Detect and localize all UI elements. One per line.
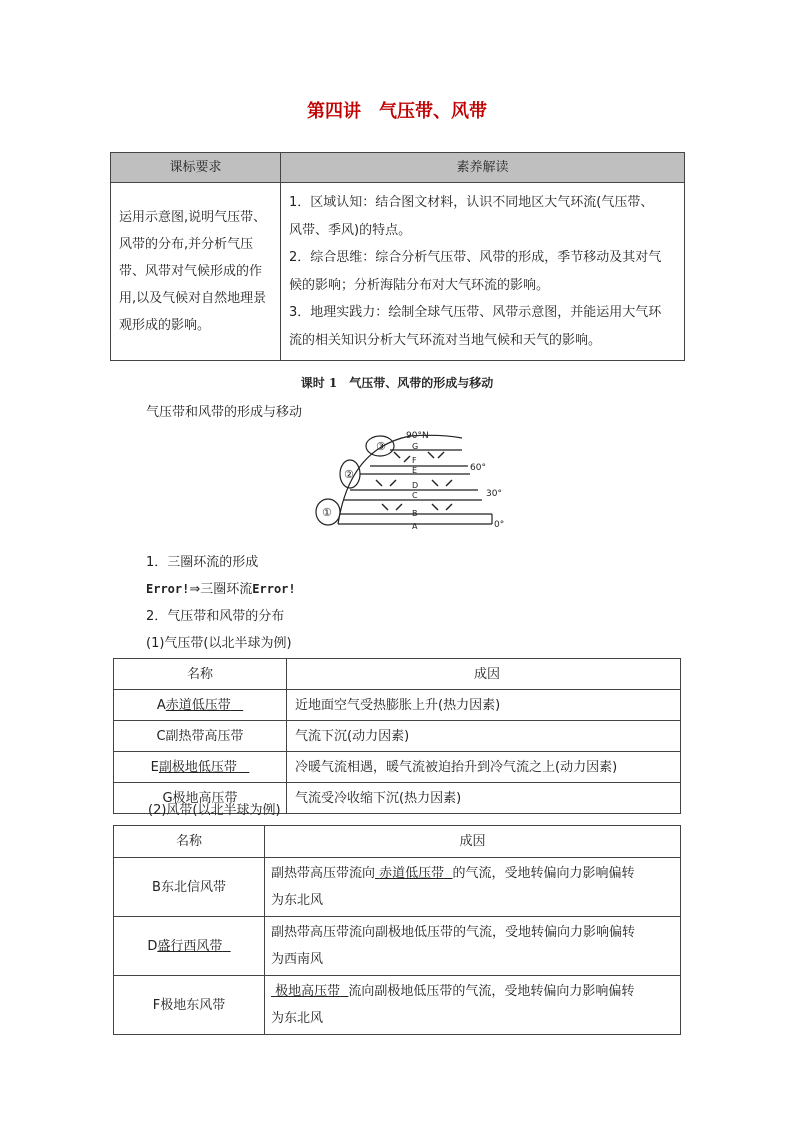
literacy-text (281, 183, 685, 361)
lat30-label: 30° (486, 489, 502, 499)
requirements-table (110, 152, 685, 361)
header-literacy: 素养解读 (281, 153, 685, 183)
belt-d-label: D (412, 481, 419, 490)
error-line-middle: ⇒三圈环流 (189, 582, 253, 597)
literacy-line: 2．综合思维：综合分析气压带、风带的形成，季节移动及其对气 (289, 250, 662, 265)
pressure-belt-table (113, 658, 681, 814)
pressure-header-cause: 成因 (287, 659, 681, 690)
literacy-line: 流的相关知识分析大气环流对当地气候和天气的影响。 (289, 332, 602, 348)
pressure-cause: 近地面空气受热膨胀上升(热力因素) (287, 690, 681, 721)
error-text: Error! (146, 582, 190, 596)
belt-e-label: E (412, 466, 418, 475)
pressure-cause: 气流下沉(动力因素) (287, 721, 681, 752)
literacy-line: 3．地理实践力：绘制全球气压带、风带示意图，并能运用大气环 (289, 305, 662, 320)
item-three-cell: 1．三圈环流的形成 (146, 555, 259, 570)
wind-name: D盛行西风带 (114, 917, 265, 976)
earth-outline (338, 435, 462, 524)
wind-cause: 副热带高压带流向副极地低压带的气流，受地转偏向力影响偏转 为西南风 (265, 917, 681, 976)
literacy-line: 风带、季风)的特点。 (289, 222, 412, 238)
wind-belt-table (113, 825, 681, 1035)
belt-b-label: B (412, 509, 418, 518)
belt-a-label: A (412, 522, 418, 531)
table-row (114, 752, 681, 783)
table-row (114, 690, 681, 721)
cell1-label: ① (322, 506, 332, 519)
lat60-label: 60° (470, 463, 486, 473)
table-row (114, 721, 681, 752)
pressure-header-name: 名称 (114, 659, 287, 690)
table-row (114, 917, 681, 976)
header-curriculum: 课标要求 (111, 153, 281, 183)
wind-cause: 副热带高压带流向 赤道低压带 的气流，受地转偏向力影响偏转 为东北风 (265, 858, 681, 917)
item-distribution: 2．气压带和风带的分布 (146, 609, 285, 624)
belt-c-label: C (412, 491, 418, 500)
belt-g-label: G (412, 442, 419, 451)
lesson-title: 课时 1 气压带、风带的形成与移动 (300, 376, 494, 390)
literacy-line: 1．区域认知：结合图文材料，认识不同地区大气环流(气压带、 (289, 195, 654, 210)
error-line (146, 578, 296, 597)
table-row (114, 976, 681, 1035)
page-title: 第四讲 气压带、风带 (307, 101, 487, 122)
wind-header-cause: 成因 (265, 826, 681, 858)
error-text: Error! (252, 582, 296, 596)
wind-subtitle: (2)风带(以北半球为例) (148, 803, 281, 818)
three-cell-circulation-diagram (310, 428, 510, 536)
lat0-label: 0° (494, 520, 505, 530)
cell3-label: ③ (376, 440, 386, 453)
pressure-name: G极地高压带 (114, 783, 287, 814)
pole-label: 90°N (406, 431, 429, 441)
section-title: 气压带和风带的形成与移动 (146, 405, 303, 420)
pressure-name: C副热带高压带 (114, 721, 287, 752)
wind-header-name: 名称 (114, 826, 265, 858)
wind-name: F极地东风带 (114, 976, 265, 1035)
wind-cause: 极地高压带 流向副极地低压带的气流，受地转偏向力影响偏转 为东北风 (265, 976, 681, 1035)
wind-name: B东北信风带 (114, 858, 265, 917)
pressure-cause: 冷暖气流相遇，暖气流被迫抬升到冷气流之上(动力因素) (287, 752, 681, 783)
table-row (114, 858, 681, 917)
literacy-line: 候的影响；分析海陆分布对大气环流的影响。 (289, 277, 550, 293)
cell2-label: ② (344, 468, 354, 481)
pressure-name: E副极地低压带 (114, 752, 287, 783)
belt-f-label: F (412, 456, 417, 465)
curriculum-text: 运用示意图,说明气压带、风带的分布,并分析气压带、风带对气候形成的作用,以及气候对自然地理景观形成的影响。 (111, 183, 281, 361)
pressure-cause: 气流受冷收缩下沉(热力因素) (287, 783, 681, 814)
pressure-subtitle: (1)气压带(以北半球为例) (146, 636, 292, 651)
pressure-name: A赤道低压带 (114, 690, 287, 721)
